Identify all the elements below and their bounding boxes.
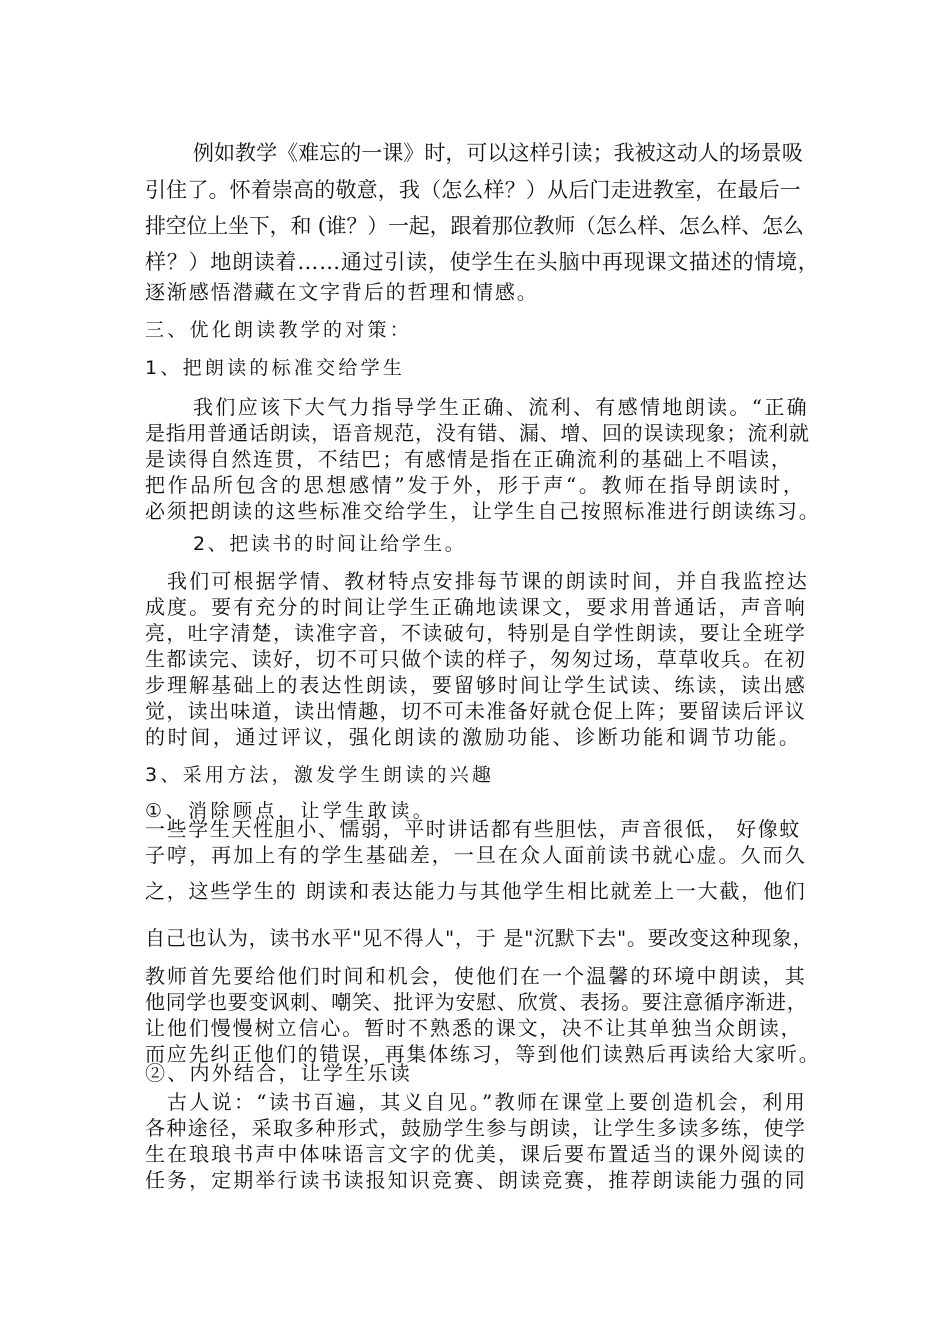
text-line: ①、消除顾点，让学生敢读。 bbox=[145, 800, 436, 822]
text-line: 自己也认为，读书水平"见不得人"，于 是"沉默下去"。要改变这种现象， bbox=[145, 926, 814, 950]
text-line: ②、内外结合，让学生乐读 bbox=[145, 1061, 412, 1085]
text-line: 古人说：“读书百遍，其义自见。”教师在课堂上要创造机会，利用 bbox=[167, 1090, 808, 1114]
text-line: 逐渐感悟潜藏在文字背后的哲理和情感。 bbox=[145, 280, 539, 304]
text-line: 1、把朗读的标准交给学生 bbox=[145, 357, 406, 379]
text-line: 之，这些学生的 朗读和表达能力与其他学生相比就差上一大截，他们 bbox=[145, 879, 807, 903]
text-line: 生在琅琅书声中体味语言文字的优美，课后要布置适当的课外阅读的 bbox=[145, 1142, 807, 1166]
text-line: 的时间，通过评议，强化朗读的激励功能、诊断功能和调节功能。 bbox=[145, 725, 802, 749]
text-line: 亮，吐字清楚，读准字音，不读破句，特别是自学性朗读，要让全班学 bbox=[145, 621, 807, 645]
text-line: 让他们慢慢树立信心。暂时不熟悉的课文，决不让其单独当众朗读， bbox=[145, 1016, 803, 1040]
text-line: 我们可根据学情、教材特点安排每节课的朗读时间，并自我监控达 bbox=[167, 569, 810, 593]
text-line: 3、采用方法，激发学生朗读的兴趣 bbox=[145, 764, 495, 786]
text-line: 而应先纠正他们的错误，再集体练习，等到他们读熟后再读给大家听。 bbox=[145, 1042, 821, 1066]
text-line: 把作品所包含的思想感情”发于外，形于声“。教师在指导朗读时， bbox=[145, 473, 806, 497]
text-line: 成度。要有充分的时间让学生正确地读课文，要求用普通话，声音响 bbox=[145, 595, 807, 619]
text-line: 他同学也要变讽刺、嘲笑、批评为安慰、欣赏、表扬。要注意循序渐进， bbox=[145, 990, 808, 1014]
text-line: 是指用普通话朗读，语音规范，没有错、漏、增、回的误读现象；流利就 bbox=[145, 421, 810, 445]
text-line: 觉，读出味道，读出情趣，切不可未准备好就仓促上阵；要留读后评议 bbox=[145, 699, 807, 723]
text-line: 是读得自然连贯，不结巴；有感情是指在正确流利的基础上不唱读， bbox=[145, 447, 793, 471]
text-line: 一些学生天性胆小、懦弱，平时讲话都有些胆怯，声音很低， 好像蚊 bbox=[145, 817, 801, 841]
text-line: 生都读完、读好，切不可只做个读的样子，匆匆过场，草草收兵。在初 bbox=[145, 647, 807, 671]
text-line: 教师首先要给他们时间和机会，使他们在一个温馨的环境中朗读，其 bbox=[145, 964, 807, 988]
text-line: 子哼，再加上有的学生基础差，一旦在众人面前读书就心虚。久而久 bbox=[145, 843, 807, 867]
text-line: 任务，定期举行读书读报知识竞赛、朗读竞赛，推荐朗读能力强的同 bbox=[145, 1168, 807, 1192]
text-line: 必须把朗读的这些标准交给学生，让学生自己按照标准进行朗读练习。 bbox=[145, 499, 821, 523]
text-line: 三、优化朗读教学的对策： bbox=[145, 319, 413, 341]
text-line: 2、把读书的时间让给学生。 bbox=[193, 533, 467, 555]
text-line: 步理解基础上的表达性朗读，要留够时间让学生试读、练读，读出感 bbox=[145, 673, 807, 697]
text-line: 排空位上坐下，和 (谁？）一起，跟着那位教师（怎么样、怎么样、怎么 bbox=[145, 214, 804, 238]
text-line: 样？）地朗读着……通过引读，使学生在头脑中再现课文描述的情境， bbox=[145, 250, 820, 274]
text-line: 我们应该下大气力指导学生正确、流利、有感情地朗读。“正确 bbox=[193, 395, 810, 419]
text-line: 各种途径，采取多种形式，鼓励学生参与朗读，让学生多读多练，使学 bbox=[145, 1116, 807, 1140]
text-line: 例如教学《难忘的一课》时，可以这样引读；我被这动人的场景吸 bbox=[193, 141, 803, 165]
text-line: 引住了。怀着崇高的敬意，我（怎么样？）从后门走进教室，在最后一 bbox=[145, 178, 801, 202]
